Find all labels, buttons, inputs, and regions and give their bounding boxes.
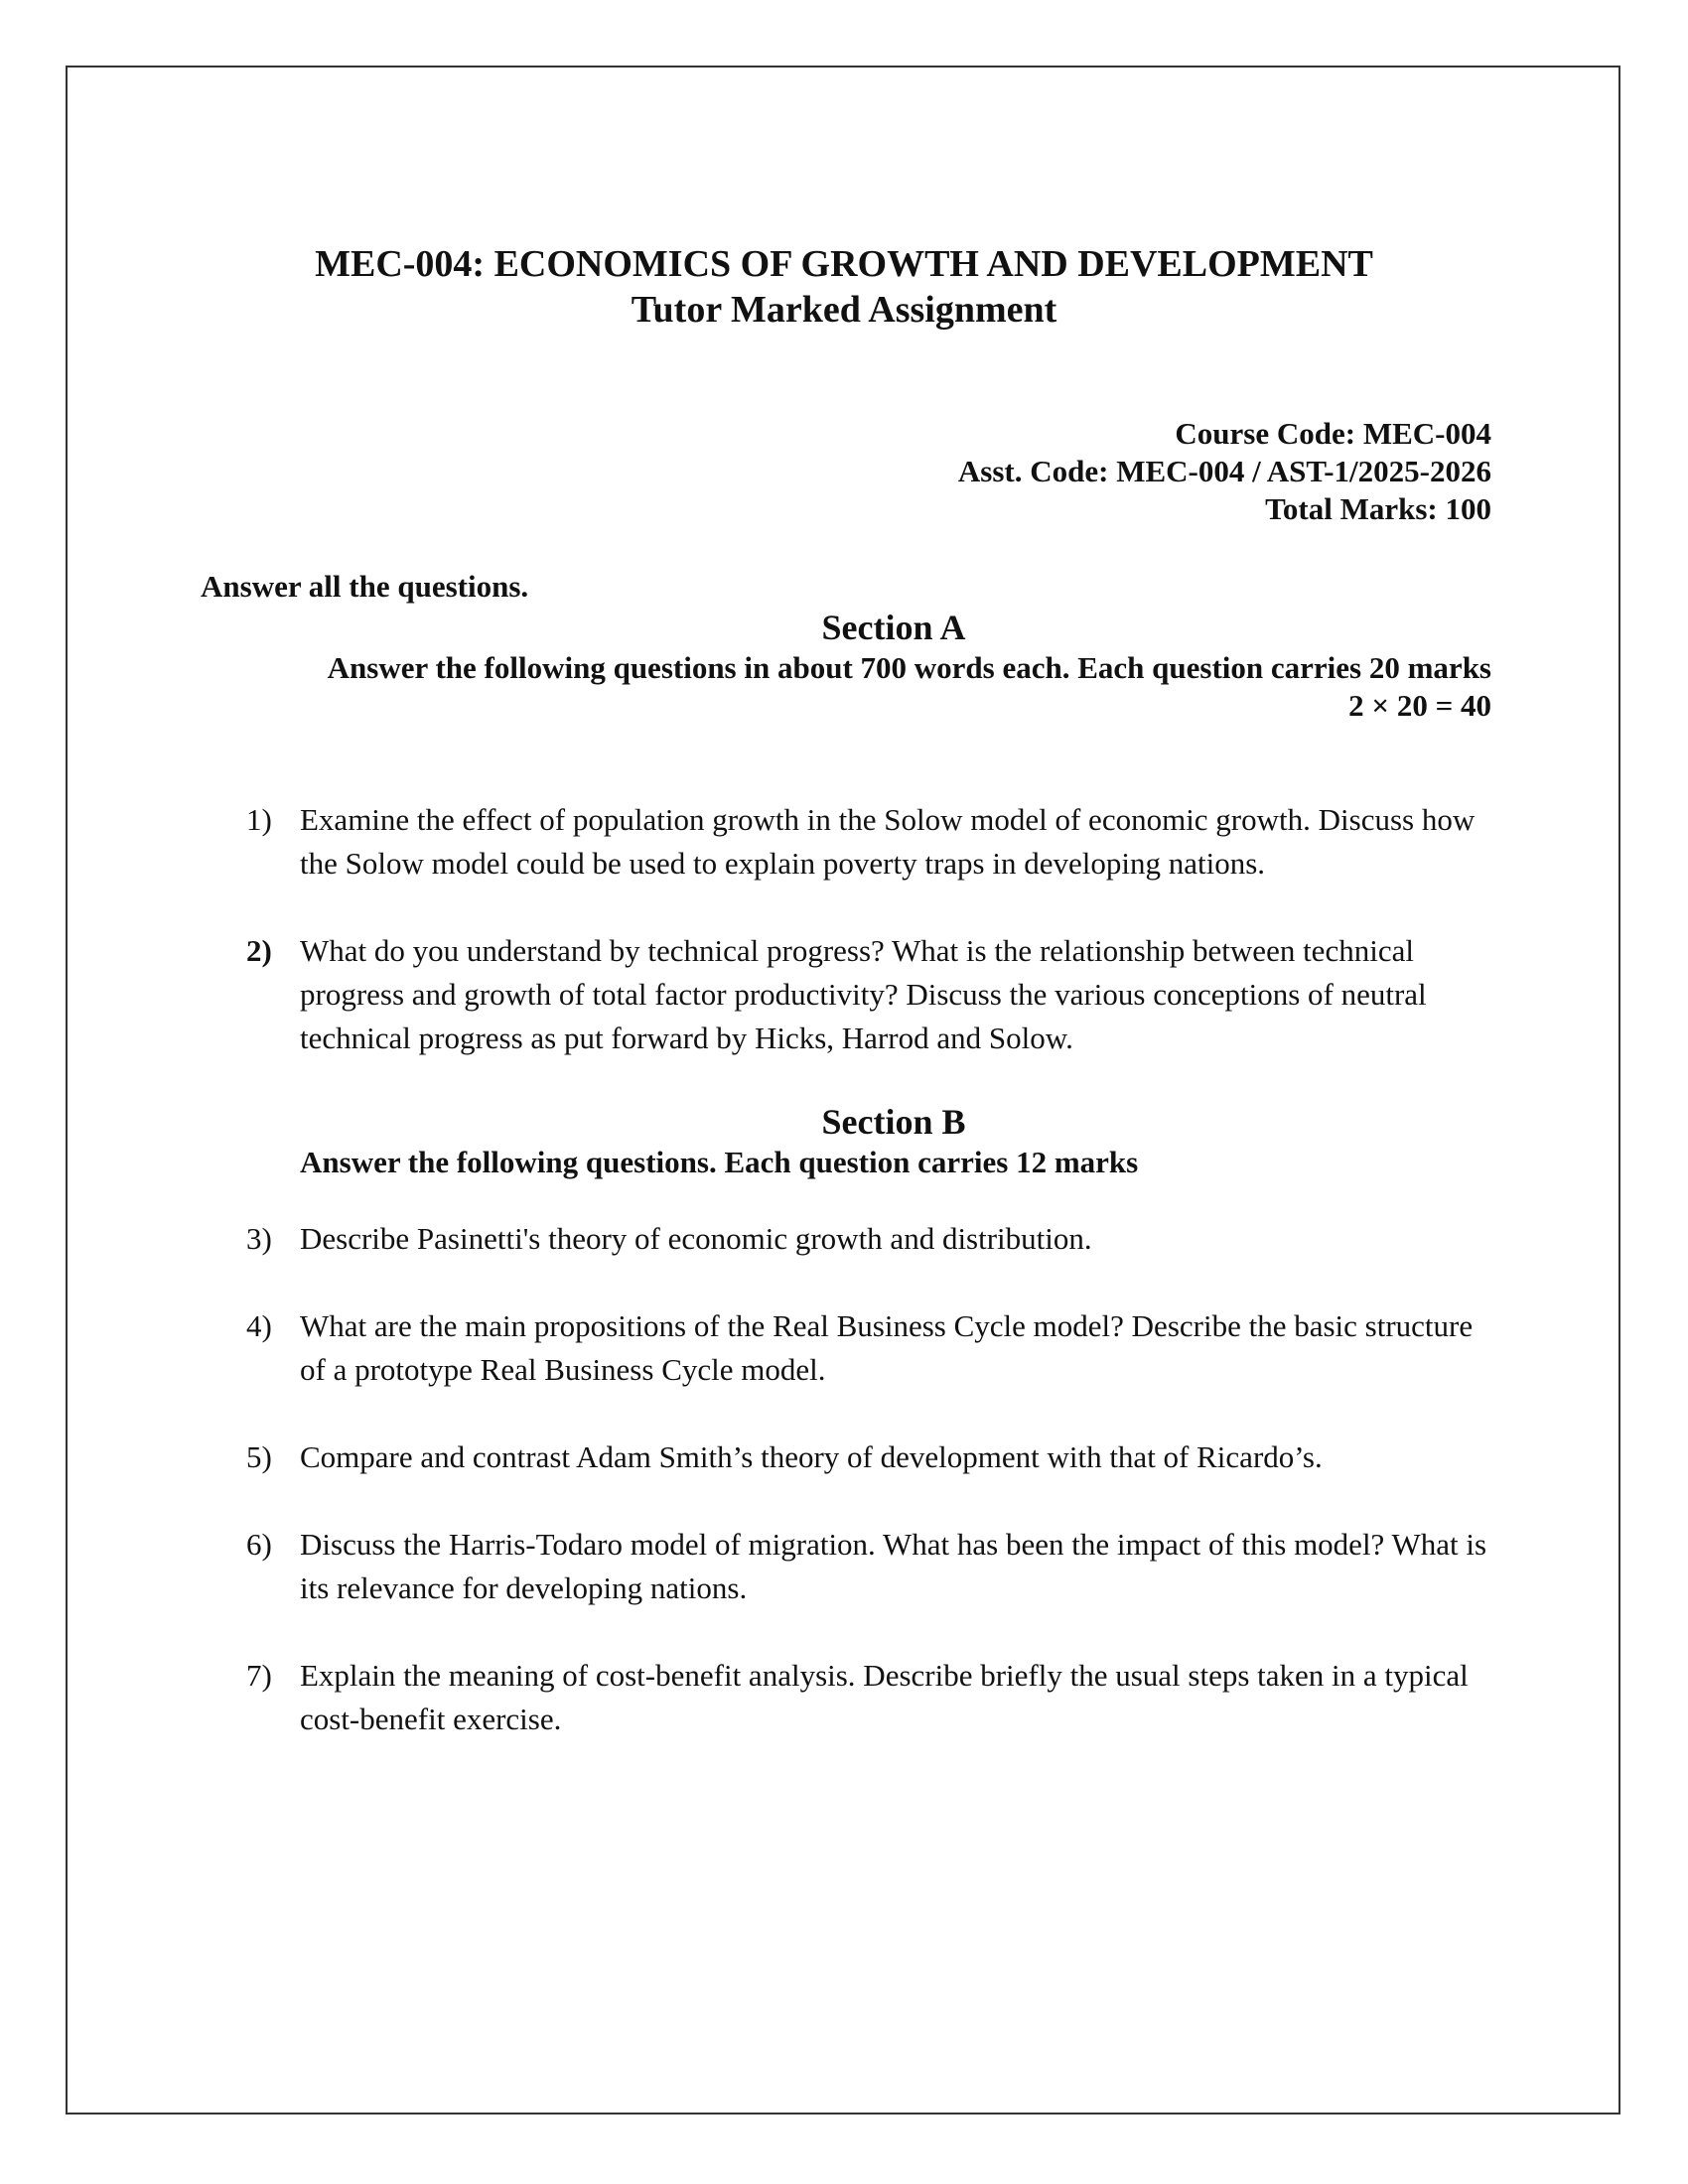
question-text: Describe Pasinetti's theory of economic growth and distribution. bbox=[300, 1221, 1092, 1256]
general-instruction: Answer all the questions. bbox=[201, 569, 529, 604]
question-number: 4) bbox=[246, 1308, 272, 1343]
section-b-instruction: Answer the following questions. Each question carries 12 marks bbox=[300, 1145, 1139, 1179]
question-7 bbox=[246, 1654, 1497, 1741]
assignment-code: Asst. Code: MEC-004 / AST-1/2025-2026 bbox=[957, 454, 1491, 488]
question-number: 5) bbox=[246, 1439, 272, 1474]
question-text: Discuss the Harris-Todaro model of migration. What has been the impact of this model? What is its relevance for developing nations. bbox=[300, 1527, 1487, 1605]
section-a-marks: 2 × 20 = 40 bbox=[1348, 688, 1491, 723]
question-6 bbox=[246, 1523, 1497, 1610]
question-text: Examine the effect of population growth in the Solow model of economic growth. Discuss how the Solow model could be used to explain poverty traps in developing nations. bbox=[300, 802, 1476, 881]
question-number: 7) bbox=[246, 1658, 272, 1693]
question-text: What are the main propositions of the Real Business Cycle model? Describe the basic structure of a prototype Real Business Cycle model. bbox=[300, 1308, 1474, 1387]
course-code: Course Code: MEC-004 bbox=[1175, 416, 1491, 451]
question-number: 2) bbox=[246, 933, 272, 968]
question-text: Compare and contrast Adam Smith’s theory of development with that of Ricardo’s. bbox=[300, 1439, 1323, 1474]
page-border bbox=[66, 66, 1620, 2115]
question-2 bbox=[246, 929, 1497, 1060]
question-5 bbox=[246, 1435, 1497, 1479]
question-text: Explain the meaning of cost-benefit analysis. Describe briefly the usual steps taken in a typical cost-benefit exercise. bbox=[300, 1658, 1469, 1736]
document-title: MEC-004: ECONOMICS OF GROWTH AND DEVELOPMENT bbox=[315, 243, 1373, 285]
question-1 bbox=[246, 798, 1497, 886]
question-number: 3) bbox=[246, 1221, 272, 1256]
section-a-heading: Section A bbox=[821, 608, 966, 647]
section-b-heading: Section B bbox=[821, 1102, 966, 1142]
question-number: 6) bbox=[246, 1527, 272, 1562]
section-a-instruction: Answer the following questions in about 700 words each. Each question carries 20 marks bbox=[327, 650, 1491, 685]
document-subtitle: Tutor Marked Assignment bbox=[631, 289, 1057, 331]
question-3 bbox=[246, 1217, 1497, 1261]
question-4 bbox=[246, 1304, 1497, 1392]
question-text: What do you understand by technical progress? What is the relationship between technical progress and growth of total factor productivity? Discuss the various conceptions of neutral technical progress as put forward by Hicks, Harrod and Solow. bbox=[300, 933, 1427, 1055]
total-marks: Total Marks: 100 bbox=[1265, 491, 1491, 526]
question-number: 1) bbox=[246, 802, 272, 837]
